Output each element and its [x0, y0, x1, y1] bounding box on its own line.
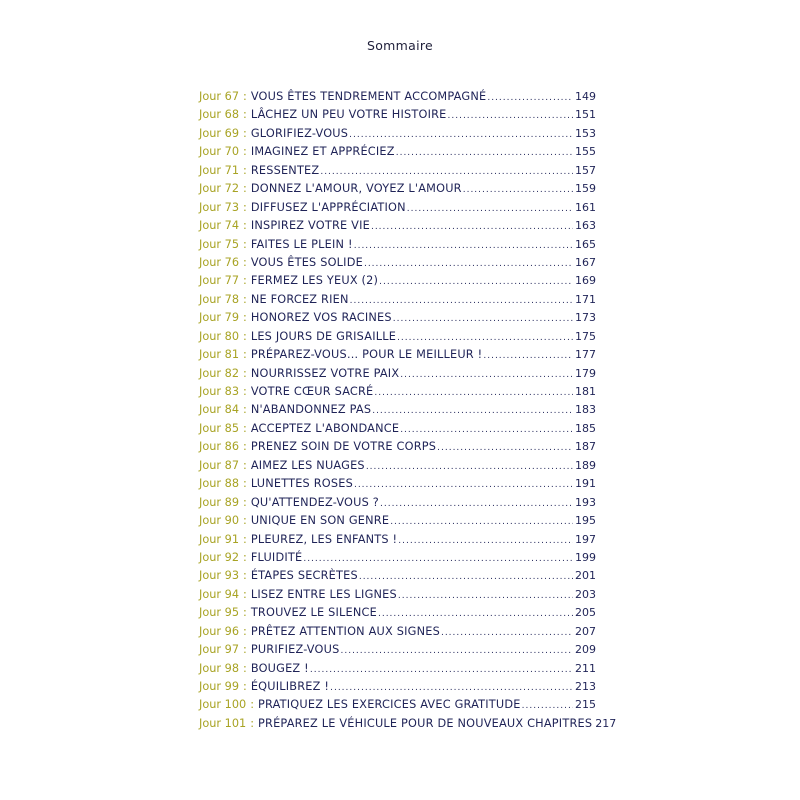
- toc-chapter-title: PRATIQUEZ LES EXERCICES AVEC GRATITUDE: [258, 698, 521, 712]
- toc-dot-leader: [354, 476, 573, 494]
- toc-chapter-title: ACCEPTEZ L'ABONDANCE: [250, 421, 400, 435]
- toc-separator: :: [243, 90, 247, 103]
- toc-chapter-title: HONOREZ VOS RACINES: [250, 311, 392, 325]
- toc-entry: [199, 106, 596, 124]
- toc-chapter-title: BOUGEZ !: [250, 661, 309, 675]
- toc-separator: :: [243, 458, 247, 472]
- toc-day-label: Jour 71: [199, 163, 240, 177]
- toc-page-number: 185: [575, 421, 596, 435]
- toc-dot-leader: [398, 587, 573, 605]
- toc-entry: [199, 199, 596, 217]
- toc-separator: :: [243, 348, 247, 362]
- toc-separator: :: [243, 624, 247, 638]
- toc-entry: [199, 346, 596, 364]
- toc-entry: [199, 328, 596, 346]
- toc-entry: [199, 512, 596, 530]
- toc-separator: :: [243, 440, 247, 454]
- toc-chapter-title: PRÉPAREZ-VOUS… POUR LE MEILLEUR !: [250, 348, 483, 362]
- toc-separator: :: [243, 200, 247, 214]
- toc-day-label: Jour 75: [199, 237, 240, 251]
- toc-day-label: Jour 92: [199, 550, 240, 564]
- toc-separator: :: [243, 680, 247, 693]
- toc-separator: :: [243, 587, 247, 601]
- toc-chapter-title: PRÉPAREZ LE VÉHICULE POUR DE NOUVEAUX CHAPITRES: [258, 716, 593, 730]
- toc-dot-leader: [487, 89, 573, 107]
- toc-separator: :: [243, 403, 247, 417]
- toc-page-number: 201: [575, 569, 596, 583]
- toc-separator: :: [243, 255, 247, 269]
- toc-dot-leader: [397, 329, 573, 347]
- toc-dot-leader: [400, 366, 573, 384]
- toc-separator: :: [243, 385, 247, 398]
- toc-day-label: Jour 82: [199, 366, 240, 380]
- toc-chapter-title: QU'ATTENDEZ-VOUS ?: [250, 495, 379, 509]
- toc-page-number: 175: [575, 329, 596, 343]
- toc-day-label: Jour 101: [199, 716, 247, 730]
- toc-chapter-title: PRENEZ SOIN DE VOTRE CORPS: [250, 440, 437, 454]
- toc-entry: [199, 660, 596, 678]
- toc-dot-leader: [448, 107, 574, 125]
- toc-chapter-title: IMAGINEZ ET APPRÉCIEZ: [250, 145, 395, 159]
- toc-separator: :: [243, 643, 247, 657]
- toc-page-number: 173: [575, 311, 596, 325]
- toc-day-label: Jour 98: [199, 661, 240, 675]
- toc-dot-leader: [396, 144, 573, 162]
- toc-page-number: 165: [575, 237, 596, 251]
- toc-separator: :: [243, 163, 247, 177]
- toc-chapter-title: PRÊTEZ ATTENTION AUX SIGNES: [250, 624, 440, 638]
- toc-entry: [199, 475, 596, 493]
- toc-entry: [199, 604, 596, 622]
- toc-entry: [199, 420, 596, 438]
- toc-day-label: Jour 68: [199, 108, 240, 122]
- toc-separator: :: [243, 421, 247, 435]
- toc-page-number: 155: [575, 145, 596, 159]
- toc-day-label: Jour 67: [199, 90, 240, 103]
- toc-day-label: Jour 85: [199, 421, 240, 435]
- toc-separator: :: [243, 274, 247, 288]
- toc-dot-leader: [437, 439, 573, 457]
- toc-dot-leader: [340, 642, 573, 660]
- toc-entry: [199, 125, 596, 143]
- toc-chapter-title: VOTRE CŒUR SACRÉ: [250, 385, 374, 398]
- toc-page-number: 207: [575, 624, 596, 638]
- toc-chapter-title: TROUVEZ LE SILENCE: [250, 606, 377, 620]
- toc-entry: [199, 291, 596, 309]
- toc-page-number: 171: [575, 292, 596, 306]
- toc-separator: :: [243, 477, 247, 491]
- toc-dot-leader: [400, 421, 573, 439]
- toc-day-label: Jour 79: [199, 311, 240, 325]
- toc-page-number: 215: [575, 698, 596, 712]
- toc-chapter-title: LÂCHEZ UN PEU VOTRE HISTOIRE: [250, 108, 447, 122]
- toc-dot-leader: [463, 181, 573, 199]
- toc-day-label: Jour 76: [199, 255, 240, 269]
- toc-chapter-title: PURIFIEZ-VOUS: [250, 643, 340, 657]
- toc-entry: [199, 272, 596, 290]
- toc-chapter-title: INSPIREZ VOTRE VIE: [250, 219, 370, 233]
- toc-day-label: Jour 90: [199, 514, 240, 528]
- toc-page-number: 149: [575, 90, 596, 103]
- toc-entry: [199, 715, 617, 733]
- toc-chapter-title: DIFFUSEZ L'APPRÉCIATION: [250, 200, 406, 214]
- toc-chapter-title: FAITES LE PLEIN !: [250, 237, 353, 251]
- toc-page-number: 163: [575, 219, 596, 233]
- toc-day-label: Jour 74: [199, 219, 240, 233]
- toc-page-number: 177: [575, 348, 596, 362]
- toc-page-number: 161: [575, 200, 596, 214]
- toc-chapter-title: RESSENTEZ: [250, 163, 320, 177]
- toc-separator: :: [243, 182, 247, 196]
- toc-entry: [199, 365, 596, 383]
- toc-day-label: Jour 77: [199, 274, 240, 288]
- toc-chapter-title: N'ABANDONNEZ PAS: [250, 403, 372, 417]
- toc-page-number: 209: [575, 643, 596, 657]
- toc-day-label: Jour 94: [199, 587, 240, 601]
- toc-chapter-title: FLUIDITÉ: [250, 550, 303, 564]
- toc-page-number: 169: [575, 274, 596, 288]
- toc-separator: :: [243, 145, 247, 159]
- toc-entry: [199, 531, 596, 549]
- toc-page-number: 195: [575, 514, 596, 528]
- toc-chapter-title: LISEZ ENTRE LES LIGNES: [250, 587, 397, 601]
- toc-day-label: Jour 83: [199, 385, 240, 398]
- toc-page-number: 205: [575, 606, 596, 620]
- toc-day-label: Jour 88: [199, 477, 240, 491]
- toc-page-number: 211: [575, 661, 596, 675]
- toc-dot-leader: [350, 292, 573, 310]
- toc-separator: :: [243, 329, 247, 343]
- toc-chapter-title: DONNEZ L'AMOUR, VOYEZ L'AMOUR: [250, 182, 462, 196]
- toc-page-number: 159: [575, 182, 596, 196]
- toc-day-label: Jour 78: [199, 292, 240, 306]
- toc-dot-leader: [349, 126, 573, 144]
- toc-separator: :: [243, 550, 247, 564]
- toc-day-label: Jour 73: [199, 200, 240, 214]
- toc-page-number: 167: [575, 255, 596, 269]
- toc-separator: :: [243, 514, 247, 528]
- toc-chapter-title: VOUS ÊTES SOLIDE: [250, 255, 363, 269]
- toc-entry: [199, 696, 596, 714]
- toc-chapter-title: NOURRISSEZ VOTRE PAIX: [250, 366, 400, 380]
- toc-separator: :: [243, 311, 247, 325]
- toc-dot-leader: [393, 310, 573, 328]
- toc-dot-leader: [522, 697, 573, 715]
- toc-entry: [199, 383, 596, 401]
- toc-chapter-title: LUNETTES ROSES: [250, 477, 353, 491]
- toc-day-label: Jour 86: [199, 440, 240, 454]
- toc-page-number: 189: [575, 458, 596, 472]
- toc-day-label: Jour 89: [199, 495, 240, 509]
- toc-chapter-title: NE FORCEZ RIEN: [250, 292, 349, 306]
- toc-separator: :: [250, 716, 255, 730]
- toc-day-label: Jour 100: [199, 698, 247, 712]
- toc-page-number: 199: [575, 550, 596, 564]
- toc-page-number: 193: [575, 495, 596, 509]
- toc-page-number: 179: [575, 366, 596, 380]
- toc-day-label: Jour 72: [199, 182, 240, 196]
- toc-separator: :: [243, 292, 247, 306]
- toc-separator: :: [243, 108, 247, 122]
- toc-dot-leader: [320, 163, 573, 181]
- toc-dot-leader: [378, 605, 573, 623]
- toc-dot-leader: [374, 384, 573, 402]
- toc-day-label: Jour 91: [199, 532, 240, 546]
- toc-dot-leader: [310, 661, 573, 679]
- toc-separator: :: [243, 126, 247, 140]
- toc-entry: [199, 236, 596, 254]
- toc-chapter-title: FERMEZ LES YEUX (2): [250, 274, 379, 288]
- toc-chapter-title: UNIQUE EN SON GENRE: [250, 514, 390, 528]
- toc-chapter-title: LES JOURS DE GRISAILLE: [250, 329, 397, 343]
- toc-dot-leader: [371, 218, 573, 236]
- toc-entry: [199, 623, 596, 641]
- toc-dot-leader: [390, 513, 573, 531]
- toc-dot-leader: [398, 532, 573, 550]
- toc-page-number: 187: [575, 440, 596, 454]
- toc-day-label: Jour 99: [199, 680, 240, 693]
- toc-dot-leader: [372, 402, 573, 420]
- toc-page-number: 191: [575, 477, 596, 491]
- toc-entry: [199, 162, 596, 180]
- toc-day-label: Jour 70: [199, 145, 240, 159]
- toc-separator: :: [243, 495, 247, 509]
- toc-separator: :: [243, 606, 247, 620]
- toc-day-label: Jour 87: [199, 458, 240, 472]
- toc-chapter-title: PLEUREZ, LES ENFANTS !: [250, 532, 398, 546]
- toc-page-number: 153: [575, 126, 596, 140]
- toc-entry: [199, 309, 596, 327]
- toc-dot-leader: [380, 495, 573, 513]
- toc-entry: [199, 401, 596, 419]
- toc-dot-leader: [330, 679, 573, 697]
- toc-entry: [199, 549, 596, 567]
- toc-dot-leader: [366, 458, 573, 476]
- toc-chapter-title: GLORIFIEZ-VOUS: [250, 126, 349, 140]
- toc-entry: [199, 678, 596, 696]
- toc-entry: [199, 567, 596, 585]
- toc-dot-leader: [359, 568, 573, 586]
- toc-day-label: Jour 97: [199, 643, 240, 657]
- toc-page-number: 213: [575, 680, 596, 693]
- toc-separator: :: [243, 219, 247, 233]
- toc-entry: [199, 438, 596, 456]
- toc-entry: [199, 180, 596, 198]
- table-of-contents: [199, 88, 617, 733]
- toc-dot-leader: [483, 347, 573, 365]
- toc-page-number: 183: [575, 403, 596, 417]
- toc-entry: [199, 217, 596, 235]
- toc-separator: :: [243, 661, 247, 675]
- toc-day-label: Jour 80: [199, 329, 240, 343]
- toc-day-label: Jour 69: [199, 126, 240, 140]
- toc-page-number: 151: [575, 108, 596, 122]
- toc-chapter-title: ÉTAPES SECRÈTES: [250, 569, 358, 583]
- toc-chapter-title: AIMEZ LES NUAGES: [250, 458, 365, 472]
- toc-entry: [199, 641, 596, 659]
- toc-entry: [199, 457, 596, 475]
- toc-page-number: 203: [575, 587, 596, 601]
- toc-chapter-title: ÉQUILIBREZ !: [250, 680, 330, 693]
- toc-separator: :: [250, 698, 255, 712]
- toc-dot-leader: [441, 624, 573, 642]
- toc-day-label: Jour 81: [199, 348, 240, 362]
- toc-day-label: Jour 93: [199, 569, 240, 583]
- toc-entry: [199, 586, 596, 604]
- toc-day-label: Jour 95: [199, 606, 240, 620]
- toc-entry: [199, 494, 596, 512]
- toc-dot-leader: [354, 237, 573, 255]
- toc-separator: :: [243, 237, 247, 251]
- toc-page-number: 217: [595, 716, 617, 730]
- toc-chapter-title: VOUS ÊTES TENDREMENT ACCOMPAGNÉ: [250, 90, 487, 103]
- toc-day-label: Jour 96: [199, 624, 240, 638]
- toc-separator: :: [243, 366, 247, 380]
- toc-page-number: 181: [575, 385, 596, 398]
- toc-dot-leader: [379, 273, 573, 291]
- toc-entry: [199, 254, 596, 272]
- toc-dot-leader: [303, 550, 573, 568]
- toc-day-label: Jour 84: [199, 403, 240, 417]
- toc-dot-leader: [407, 200, 573, 218]
- toc-page-number: 157: [575, 163, 596, 177]
- toc-separator: :: [243, 532, 247, 546]
- toc-dot-leader: [364, 255, 573, 273]
- toc-page-number: 197: [575, 532, 596, 546]
- toc-separator: :: [243, 569, 247, 583]
- toc-entry: [199, 88, 596, 106]
- toc-entry: [199, 143, 596, 161]
- page-title: Sommaire: [366, 38, 434, 53]
